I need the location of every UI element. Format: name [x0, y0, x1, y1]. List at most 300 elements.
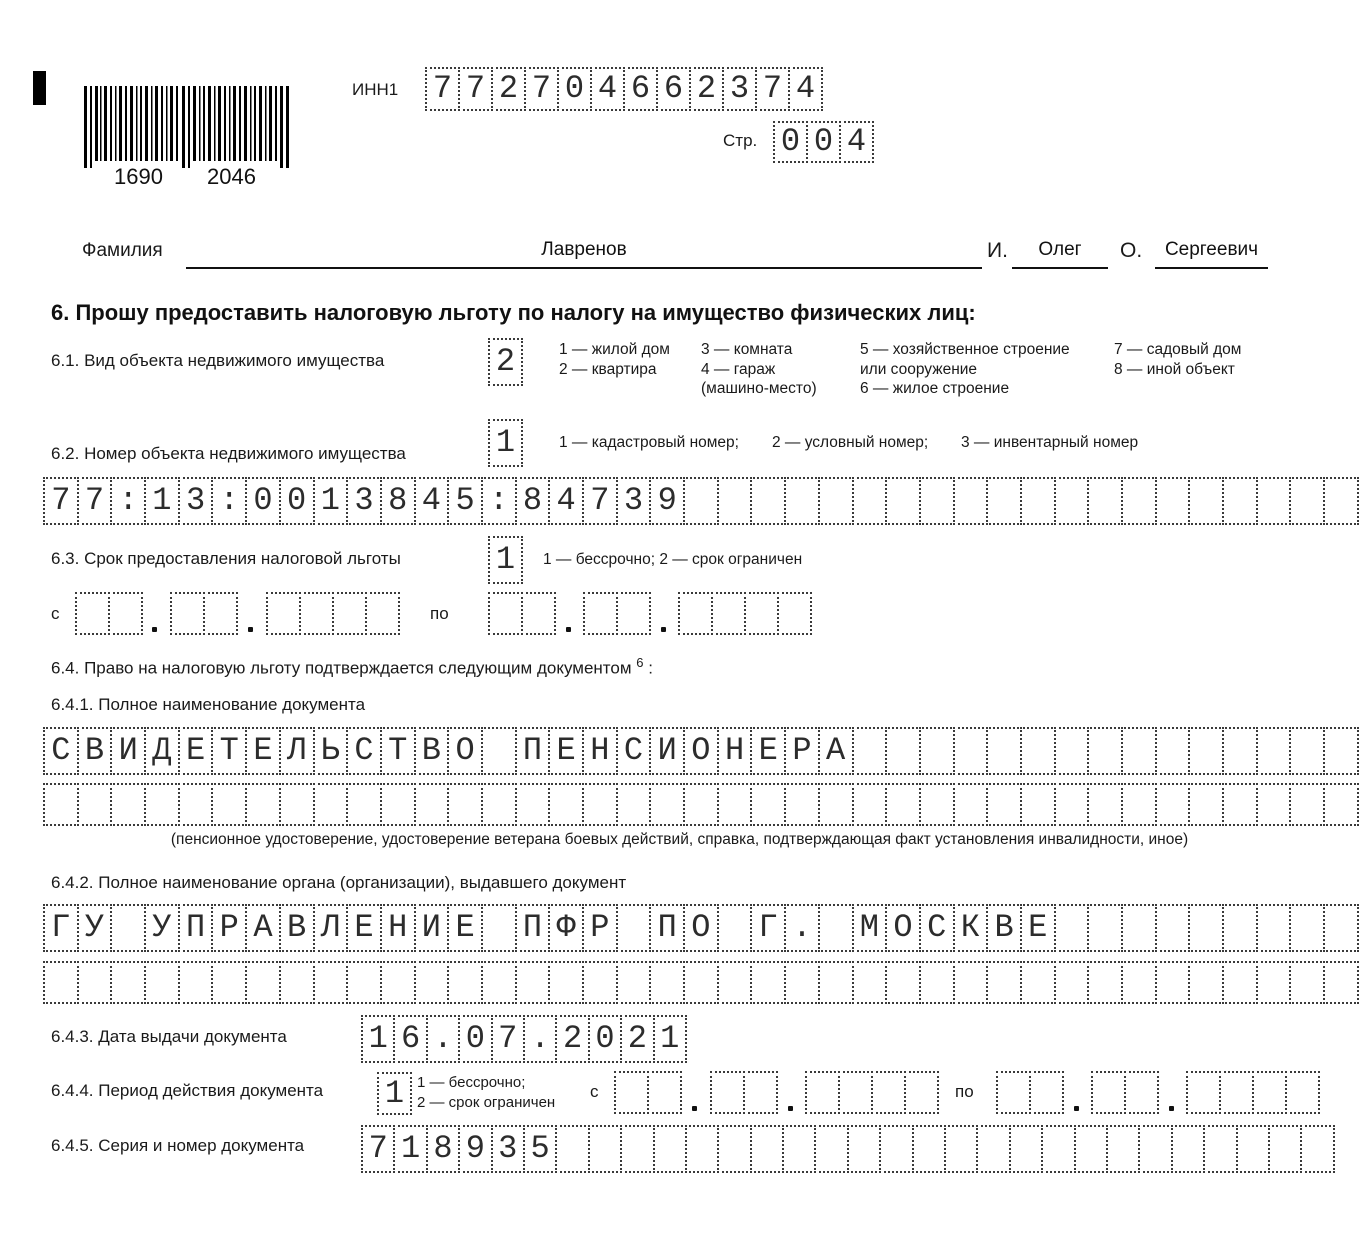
char-cell: 4 [590, 67, 625, 111]
issuer-row-2[interactable] [43, 961, 1360, 1004]
patronymic-underline [1155, 267, 1268, 269]
char-cell [1222, 783, 1258, 826]
char-cell [1285, 1071, 1320, 1114]
char-cell [515, 961, 551, 1004]
char-cell [108, 592, 143, 635]
s645-label: 6.4.5. Серия и номер документа [51, 1136, 305, 1155]
char-cell [852, 961, 888, 1004]
char-cell [299, 592, 334, 635]
char-cell: С [919, 904, 955, 952]
char-cell [838, 1071, 873, 1114]
char-cell [885, 727, 921, 775]
char-cell [1155, 961, 1191, 1004]
char-cell: 1 [393, 1125, 427, 1173]
char-cell: 1 [488, 536, 523, 584]
char-cell [1188, 477, 1224, 525]
char-cell: 7 [458, 67, 493, 111]
s63-to-year[interactable] [678, 592, 812, 635]
char-cell [266, 592, 301, 635]
char-cell [110, 904, 146, 952]
char-cell [1171, 1125, 1205, 1173]
date-separator-dot [1074, 1106, 1079, 1111]
s644-from-month[interactable] [710, 1071, 778, 1114]
char-cell: О [683, 727, 719, 775]
char-cell [1054, 783, 1090, 826]
s63-options: 1 — бессрочно; 2 — срок ограничен [543, 551, 803, 568]
char-cell: 0 [557, 67, 592, 111]
char-cell: Т [211, 727, 247, 775]
char-cell [1252, 1071, 1287, 1114]
char-cell: 0 [458, 1015, 492, 1063]
char-cell [986, 727, 1022, 775]
char-cell [1087, 783, 1123, 826]
name-value[interactable]: Олег [1038, 239, 1082, 260]
char-cell [904, 1071, 939, 1114]
char-cell: 4 [839, 121, 874, 163]
char-cell [919, 477, 955, 525]
char-cell [1054, 477, 1090, 525]
char-cell [1300, 1125, 1334, 1173]
char-cell: 5 [523, 1125, 557, 1173]
char-cell [805, 1071, 840, 1114]
char-cell [717, 904, 753, 952]
char-cell [1289, 477, 1325, 525]
char-cell [1091, 1071, 1126, 1114]
s644-from-label: с [590, 1082, 599, 1101]
char-cell: П [515, 904, 551, 952]
char-cell: В [986, 904, 1022, 952]
barcode [84, 86, 290, 168]
char-cell: Т [380, 727, 416, 775]
char-cell [515, 783, 551, 826]
char-cell [750, 961, 786, 1004]
char-cell: 1 [488, 419, 523, 467]
char-cell [653, 1125, 687, 1173]
char-cell [717, 961, 753, 1004]
s61-cell[interactable] [488, 338, 523, 386]
char-cell [953, 961, 989, 1004]
char-cell: С [346, 727, 382, 775]
char-cell: Е [447, 904, 483, 952]
char-cell [380, 961, 416, 1004]
char-cell [1289, 961, 1325, 1004]
cadastral-number-cells[interactable] [43, 477, 1360, 525]
char-cell [1256, 477, 1292, 525]
s63-from-day[interactable] [75, 592, 143, 635]
char-cell [245, 961, 281, 1004]
char-cell: : [211, 477, 247, 525]
s61-options-7-8: 7 — садовый дом 8 — иной объект [1114, 341, 1242, 378]
char-cell: Е [548, 727, 584, 775]
char-cell [1256, 727, 1292, 775]
char-cell: 8 [380, 477, 416, 525]
char-cell: И [110, 727, 146, 775]
char-cell: 6 [656, 67, 691, 111]
char-cell: Г [750, 904, 786, 952]
s644-to-month[interactable] [1091, 1071, 1159, 1114]
char-cell [1219, 1071, 1254, 1114]
char-cell: Ф [548, 904, 584, 952]
char-cell: Р [211, 904, 247, 952]
char-cell: 2 [620, 1015, 654, 1063]
char-cell: Н [717, 727, 753, 775]
char-cell [879, 1125, 913, 1173]
char-cell [784, 783, 820, 826]
char-cell [43, 961, 79, 1004]
char-cell [1155, 727, 1191, 775]
char-cell: 7 [43, 477, 79, 525]
char-cell [1289, 783, 1325, 826]
char-cell: 0 [245, 477, 281, 525]
char-cell: Л [279, 727, 315, 775]
s63-to-day[interactable] [488, 592, 556, 635]
char-cell [346, 961, 382, 1004]
char-cell [852, 783, 888, 826]
char-cell [777, 592, 812, 635]
char-cell: 5 [447, 477, 483, 525]
char-cell [620, 1125, 654, 1173]
s64-label-text: 6.4. Право на налоговую льготу подтверждается следующим документом [51, 658, 632, 678]
char-cell: О [683, 904, 719, 952]
char-cell: И [414, 904, 450, 952]
char-cell [1121, 783, 1157, 826]
char-cell: 3 [491, 1125, 525, 1173]
char-cell [1268, 1125, 1302, 1173]
registration-marker [33, 71, 46, 105]
char-cell [1289, 904, 1325, 952]
s644-from-day[interactable] [614, 1071, 682, 1114]
char-cell: У [77, 904, 113, 952]
s61-options-3-4: 3 — комната 4 — гараж (машино-место) [701, 341, 817, 397]
char-cell [1155, 783, 1191, 826]
s644-cell[interactable] [377, 1072, 412, 1115]
char-cell: 3 [722, 67, 757, 111]
char-cell [414, 961, 450, 1004]
char-cell [555, 1125, 589, 1173]
s64-colon: : [648, 658, 653, 678]
char-cell [953, 477, 989, 525]
s644-to-day[interactable] [996, 1071, 1064, 1114]
issue-date-cells[interactable] [361, 1015, 687, 1063]
char-cell [1041, 1125, 1075, 1173]
char-cell [750, 477, 786, 525]
char-cell [1106, 1125, 1140, 1173]
date-separator-dot [152, 627, 157, 632]
char-cell: 7 [582, 477, 618, 525]
char-cell: П [515, 727, 551, 775]
char-cell [616, 961, 652, 1004]
char-cell [919, 961, 955, 1004]
char-cell [1121, 961, 1157, 1004]
name-underline [1012, 267, 1108, 269]
s644-label: 6.4.4. Период действия документа [51, 1081, 324, 1100]
char-cell: 1 [361, 1015, 395, 1063]
section-6-title: 6. Прошу предоставить налоговую льготу по налогу на имущество физических лиц: [51, 300, 976, 325]
char-cell [683, 477, 719, 525]
char-cell [170, 592, 205, 635]
series-number-cells[interactable] [361, 1125, 1335, 1173]
char-cell: . [523, 1015, 557, 1063]
char-cell [77, 961, 113, 1004]
char-cell: У [144, 904, 180, 952]
char-cell: 1 [377, 1072, 412, 1115]
s641-label: 6.4.1. Полное наименование документа [51, 695, 366, 714]
char-cell: Н [582, 727, 618, 775]
s643-label: 6.4.3. Дата выдачи документа [51, 1027, 287, 1046]
char-cell: 3 [616, 477, 652, 525]
s63-from-year[interactable] [266, 592, 400, 635]
char-cell [685, 1125, 719, 1173]
char-cell [1121, 904, 1157, 952]
char-cell [818, 477, 854, 525]
char-cell [1121, 727, 1157, 775]
char-cell [976, 1125, 1010, 1173]
char-cell: М [852, 904, 888, 952]
char-cell [548, 783, 584, 826]
char-cell [1222, 961, 1258, 1004]
inn-label: ИНН1 [352, 80, 399, 99]
char-cell [365, 592, 400, 635]
char-cell [77, 783, 113, 826]
char-cell [1222, 904, 1258, 952]
char-cell: 2 [555, 1015, 589, 1063]
char-cell [953, 727, 989, 775]
issuer-row-1[interactable] [43, 904, 1360, 952]
char-cell [1009, 1125, 1043, 1173]
char-cell [43, 783, 79, 826]
char-cell [885, 477, 921, 525]
char-cell: 7 [361, 1125, 395, 1173]
char-cell [1188, 783, 1224, 826]
char-cell [944, 1125, 978, 1173]
s63-from-month[interactable] [170, 592, 238, 635]
char-cell [1186, 1071, 1221, 1114]
char-cell: 4 [788, 67, 823, 111]
char-cell: 7 [755, 67, 790, 111]
page-cells[interactable] [773, 121, 874, 163]
s63-cell[interactable] [488, 536, 523, 584]
doc-name-row-1[interactable] [43, 727, 1360, 775]
char-cell: С [616, 727, 652, 775]
char-cell [717, 783, 753, 826]
s644-options: 1 — бессрочно; 2 — срок ограничен [417, 1074, 556, 1111]
char-cell [616, 592, 651, 635]
char-cell [986, 783, 1022, 826]
char-cell [1323, 783, 1359, 826]
patronymic-value[interactable]: Сергеевич [1164, 239, 1259, 260]
char-cell [649, 783, 685, 826]
char-cell: . [784, 904, 820, 952]
char-cell [782, 1125, 816, 1173]
page-label: Стр. [723, 131, 758, 150]
char-cell: Ь [313, 727, 349, 775]
char-cell [110, 783, 146, 826]
char-cell: 8 [426, 1125, 460, 1173]
inn-cells[interactable] [425, 67, 823, 111]
char-cell: Е [1020, 904, 1056, 952]
char-cell [1256, 961, 1292, 1004]
char-cell: В [414, 727, 450, 775]
char-cell [380, 783, 416, 826]
patronymic-label: О. [1120, 239, 1143, 262]
char-cell [919, 783, 955, 826]
char-cell [1121, 477, 1157, 525]
doc-name-hint: (пенсионное удостоверение, удостоверение ветерана боевых действий, справка, подтверждающая факт установления инвалидности, иное) [170, 831, 1189, 848]
char-cell [814, 1125, 848, 1173]
s62-cell[interactable] [488, 419, 523, 467]
char-cell [1054, 727, 1090, 775]
s644-to-label: по [955, 1082, 974, 1101]
char-cell [919, 727, 955, 775]
char-cell: А [818, 727, 854, 775]
char-cell [481, 904, 517, 952]
char-cell [1020, 783, 1056, 826]
char-cell [75, 592, 110, 635]
char-cell [986, 961, 1022, 1004]
char-cell [1020, 727, 1056, 775]
char-cell [245, 783, 281, 826]
char-cell [784, 477, 820, 525]
char-cell [885, 783, 921, 826]
char-cell: 6 [393, 1015, 427, 1063]
s61-options-1-2: 1 — жилой дом 2 — квартира [559, 341, 670, 378]
char-cell [144, 783, 180, 826]
char-cell [818, 783, 854, 826]
surname-value[interactable]: Лавренов [541, 239, 627, 260]
char-cell: Н [380, 904, 416, 952]
char-cell: 0 [806, 121, 841, 163]
char-cell: Л [313, 904, 349, 952]
char-cell [1323, 727, 1359, 775]
char-cell [521, 592, 556, 635]
date-separator-dot [692, 1106, 697, 1111]
char-cell: : [481, 477, 517, 525]
char-cell [1323, 961, 1359, 1004]
char-cell [211, 961, 247, 1004]
date-separator-dot [1169, 1106, 1174, 1111]
char-cell [110, 961, 146, 1004]
date-separator-dot [788, 1106, 793, 1111]
char-cell: 9 [458, 1125, 492, 1173]
char-cell [852, 477, 888, 525]
s644-to-year[interactable] [1186, 1071, 1320, 1114]
char-cell [818, 904, 854, 952]
char-cell [871, 1071, 906, 1114]
char-cell [710, 1071, 745, 1114]
char-cell: 3 [178, 477, 214, 525]
char-cell [784, 961, 820, 1004]
char-cell [1029, 1071, 1064, 1114]
char-cell: 2 [488, 338, 523, 386]
char-cell: А [245, 904, 281, 952]
char-cell: 7 [425, 67, 460, 111]
char-cell [488, 592, 523, 635]
char-cell: 7 [524, 67, 559, 111]
char-cell [1138, 1125, 1172, 1173]
char-cell [1054, 904, 1090, 952]
doc-name-row-2[interactable] [43, 783, 1360, 826]
char-cell [144, 961, 180, 1004]
char-cell [750, 783, 786, 826]
char-cell [953, 783, 989, 826]
char-cell: : [110, 477, 146, 525]
surname-underline [186, 267, 982, 269]
char-cell [447, 961, 483, 1004]
char-cell: О [447, 727, 483, 775]
char-cell [1222, 477, 1258, 525]
char-cell: Е [346, 904, 382, 952]
char-cell: 0 [773, 121, 808, 163]
char-cell: Г [43, 904, 79, 952]
s64-label [51, 655, 653, 679]
char-cell [414, 783, 450, 826]
char-cell: Р [784, 727, 820, 775]
s62-option-1: 1 — кадастровый номер; [559, 434, 739, 451]
char-cell [582, 783, 618, 826]
char-cell [1222, 727, 1258, 775]
char-cell [885, 961, 921, 1004]
char-cell [1155, 904, 1191, 952]
char-cell [996, 1071, 1031, 1114]
char-cell [717, 477, 753, 525]
char-cell [743, 1071, 778, 1114]
char-cell: О [885, 904, 921, 952]
char-cell [211, 783, 247, 826]
char-cell [986, 477, 1022, 525]
char-cell: . [426, 1015, 460, 1063]
char-cell [1087, 477, 1123, 525]
char-cell: Е [178, 727, 214, 775]
s63-from-label: с [51, 604, 60, 623]
char-cell: 4 [414, 477, 450, 525]
char-cell [548, 961, 584, 1004]
char-cell [481, 961, 517, 1004]
char-cell [313, 961, 349, 1004]
barcode-number-left: 1690 [114, 164, 163, 189]
surname-label: Фамилия [82, 240, 163, 261]
char-cell [852, 727, 888, 775]
char-cell [647, 1071, 682, 1114]
char-cell [1188, 961, 1224, 1004]
char-cell: 4 [548, 477, 584, 525]
char-cell [717, 1125, 751, 1173]
char-cell [847, 1125, 881, 1173]
char-cell [1087, 904, 1123, 952]
char-cell [1155, 477, 1191, 525]
char-cell [346, 783, 382, 826]
char-cell [1087, 961, 1123, 1004]
char-cell [279, 783, 315, 826]
char-cell [178, 961, 214, 1004]
char-cell: 7 [77, 477, 113, 525]
char-cell [818, 961, 854, 1004]
char-cell: 2 [491, 67, 526, 111]
char-cell: В [279, 904, 315, 952]
char-cell [678, 592, 713, 635]
barcode-number-right: 2046 [207, 164, 256, 189]
s644-from-year[interactable] [805, 1071, 939, 1114]
name-label: И. [987, 239, 1008, 262]
char-cell [582, 961, 618, 1004]
char-cell [711, 592, 746, 635]
char-cell [447, 783, 483, 826]
char-cell: В [77, 727, 113, 775]
s62-label: 6.2. Номер объекта недвижимого имущества [51, 444, 406, 463]
s63-to-month[interactable] [583, 592, 651, 635]
char-cell [279, 961, 315, 1004]
char-cell: П [649, 904, 685, 952]
s63-to-label: по [430, 604, 449, 623]
